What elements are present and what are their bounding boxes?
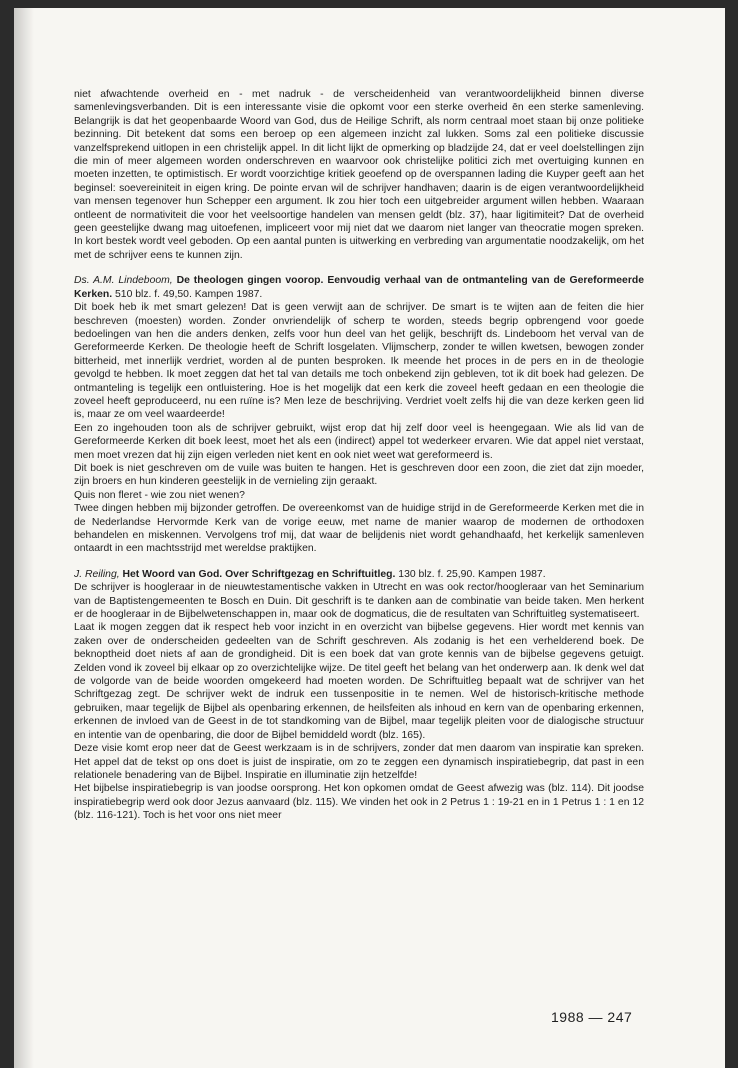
review-paragraph: Dit boek is niet geschreven om de vuile was buiten te hangen. Het is geschreven door een zoon, die ziet dat zijn moeder, zijn broers en hun kinderen geestelijk in de vernieling zijn geraakt.: [74, 462, 644, 488]
page-edge-shadow: [14, 8, 34, 1068]
review-paragraph: Laat ik mogen zeggen dat ik respect heb voor inzicht in en overzicht van bijbelse gegevens. Hier wordt met kennis van zaken over de onderscheiden gedeelten van de Schrift geschreven. Als zodanig is het een verhelderend boek. De beknoptheid doet niets af aan de grondigheid. Dit is een boek dat van grote kennis van de bijbelse gegevens getuigt. Zelden vond ik zoveel bij elkaar op zo overzichtelijke wijze. De titel geeft het belang van het onderwerp aan. Ik denk wel dat de volgorde van de beide woorden omgekeerd had moeten worden. De Schriftuitleg bepaalt wat de schrijver van het Schriftgezag zegt. De schrijver wekt de indruk een tussenpositie in te nemen. Wel de historisch-kritische methode gebruiken, maar tegelijk de Bijbel als openbaring erkennen, de heilsfeiten als inhoud en kern van de openbaring erkennen, erkennen de invloed van de Geest in de tot standkoming van de Bijbel, maar tegelijk pleiten voor de dialogische structuur en intentie van de openbaring, die door de Bijbel bemiddeld wordt (blz. 165).: [74, 622, 644, 741]
review-author: J. Reiling,: [74, 568, 120, 580]
review-title: De theologen gingen voorop. Eenvoudig verhaal van de ontmanteling van de Gereformeerde Kerken.: [74, 275, 644, 300]
review-paragraph: Het bijbelse inspiratiebegrip is van joodse oorsprong. Het kon opkomen omdat de Geest afwezig was (blz. 114). Dit joodse inspiratiebegrip werd ook door Jezus aanvaard (blz. 115). We vinden het ook in 2 Petrus 1 : 19-21 en in 1 Petrus 1 : 1 en 12 (blz. 116-121). Toch is het voor ons niet meer: [74, 783, 644, 822]
review-paragraph: De schrijver is hoogleraar in de nieuwtestamentische vakken in Utrecht en was ook rector/hoogleraar van het Seminarium van de Baptistengemeenten te Bosch en Duin. Dit geschrift is te danken aan de combinatie van beide taken. Men herkent er de hoogleraar in de Bijbelwetenschappen in, maar ook de dogmaticus, die de resultaten van Schriftuitleg systematiseert.: [74, 582, 644, 621]
review-heading-lindeboom: [74, 274, 644, 301]
review-title: Het Woord van God. Over Schriftgezag en Schriftuitleg.: [122, 568, 396, 580]
review-paragraph: Quis non fleret - wie zou niet wenen?: [74, 489, 245, 501]
intro-paragraph: niet afwachtende overheid en - met nadruk - de verscheidenheid van verantwoordelijkheid binnen diverse samenlevingsverbanden. Dit is een interessante visie die opkomt voor een sterke overheid ēn een sterke samenleving. Belangrijk is dat het geopenbaarde Woord van God, dus de Heilige Schrift, als norm centraal moet staan bij onze politieke bezinning. Dit betekent dat soms een beroep op een algemeen inzicht zal lukken. Soms zal een politieke discussie vanzelfsprekend uitlopen in een christelijk appel. In dit licht lijkt de opmerking op bladzijde 24, dat er veel doelstellingen zijn die min of meer algemeen worden onderschreven en waarvoor ook christelijke politici zich met overtuiging kunnen en moeten inzetten, te optimistisch. Er wordt voorzichtige kritiek geoefend op de overspannen lading die Kuyper geeft aan het beginsel: soevereiniteit in eigen kring. De pointe ervan wil de schrijver handhaven; daarin is de eigen verantwoordelijkheid van mensen tegenover hun Schepper een argument. Ik zou hier toch een uitgebreider argument willen hebben. Waaraan ontleent de normativiteit die voor het veelsoortige handelen van mensen geldt (blz. 37), haar ligitimiteit? Dat de overheid geen geestelijke dwang mag uitoefenen, impliceert voor mij niet dat we daarom niet langer van theocratie mogen spreken. In kort bestek wordt veel geboden. Op een aantal punten is uitwerking en verbreding van argumentatie noodzakelijk, om het met de schrijver eens te kunnen zijn.: [74, 89, 644, 261]
review-author: Ds. A.M. Lindeboom,: [74, 275, 173, 287]
review-meta: 130 blz. f. 25,90. Kampen 1987.: [398, 568, 546, 580]
review-paragraph: Dit boek heb ik met smart gelezen! Dat is geen verwijt aan de schrijver. De smart is te wijten aan de feiten die hier beschreven (moesten) worden. Zonder onvriendelijk of scherp te worden, steeds begrip opbrengend voor goede bedoelingen van hen die anders denken, zelfs voor hun deel van het gelijk, beschrijft ds. Lindeboom het verval van de Gereformeerde Kerken. De theologie heeft de Schrift losgelaten. Vlijmscherp, zonder te willen kwetsen, bewogen zonder bitterheid, met innerlijk verdriet, worden al de punten besproken. Ik meende het proces in de pers en in de theologie gevolgd te hebben. Ik moet zeggen dat het tal van details me toch onbekend zijn gebleven, tot ik dit boek had gelezen. De ontmanteling is tegelijk een ontluistering. Hoe is het mogelijk dat een kerk die zoveel heeft gedaan en een theologie die zoveel heeft geproduceerd, nu een ruïne is? Men leze de beschrijving. Verdriet voelt zelfs hij die van deze kerken geen lid is, maar ze om veel waardeerde!: [74, 302, 644, 421]
page-body: [74, 88, 644, 823]
review-paragraph: Twee dingen hebben mij bijzonder getroffen. De overeenkomst van de huidige strijd in de Gereformeerde Kerken met die in de Nederlandse Hervormde Kerk van de vorige eeuw, met name de manier waarop de modernen de orthodoxen behandelen en miskennen. Vervolgens trof mij, dat waar de belijdenis niet wordt gehandhaafd, het kerkelijk samenleven ontaardt in een machtsstrijd met wereldse praktijken.: [74, 503, 644, 555]
review-meta: 510 blz. f. 49,50. Kampen 1987.: [115, 288, 263, 300]
review-paragraph: Deze visie komt erop neer dat de Geest werkzaam is in de schrijvers, zonder dat men daarom van inspiratie kan spreken. Het appel dat de tekst op ons doet is juist de inspiratie, om zo te zeggen een dynamisch inspiratiebegrip, dat past in een relationele benadering van de Bijbel. Inspiratie en illuminatie zijn hetzelfde!: [74, 743, 644, 781]
review-heading-reiling: [74, 568, 644, 581]
page-number: 1988 — 247: [551, 1009, 633, 1025]
review-paragraph: Een zo ingehouden toon als de schrijver gebruikt, wijst erop dat hij zelf door veel is heengegaan. Wie als lid van de Gereformeerde Kerken dit boek leest, moet het als een (indirect) appel tot wederkeer ervaren. Wie dat appel niet verstaat, men moet vrezen dat hij zijn eigen verleden niet kent en ook niet weet wat gereformeerd is.: [74, 422, 644, 461]
section-gap: [74, 556, 644, 568]
section-gap: [74, 262, 644, 274]
